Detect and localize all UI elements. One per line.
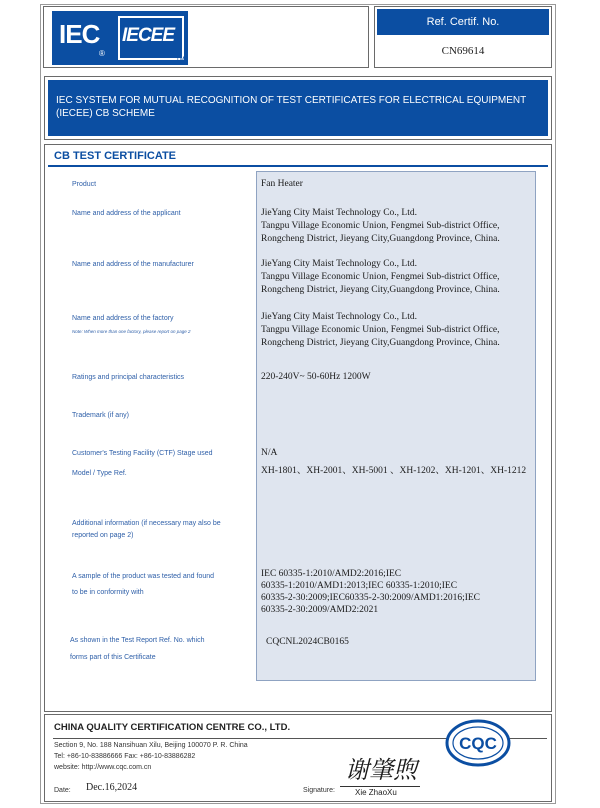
conformity-line-1: IEC 60335-1:2010/AMD2:2016;IEC <box>261 569 402 579</box>
header-logo-box <box>43 6 369 68</box>
title-underline <box>48 165 548 167</box>
conformity-line-3: 60335-2-30:2009;IEC60335-2-30:2009/AMD1:2016;IEC <box>261 593 481 603</box>
conformity-line-2: 60335-1:2010/AMD1:2013;IEC 60335-1:2010;IEC <box>261 581 458 591</box>
system-banner <box>44 76 552 140</box>
org-tel-fax: Tel: +86-10-83886666 Fax: +86-10-83886282 <box>54 753 196 760</box>
ratings-label: Ratings and principal characteristics <box>72 374 185 381</box>
conformity-label-1: A sample of the product was tested and found <box>72 573 215 580</box>
signature-glyphs: 谢肇煦 <box>345 756 417 784</box>
conformity-line-4: 60335-2-30:2009/AMD2:2021 <box>261 605 379 615</box>
factory-line-1: JieYang City Maist Technology Co., Ltd. <box>261 312 418 322</box>
factory-line-2: Tangpu Village Economic Union, Fengmei Sub-district Office, <box>261 325 500 335</box>
report-value: CQCNL2024CB0165 <box>266 637 349 647</box>
ctf-value: N/A <box>261 448 278 458</box>
report-label-1: As shown in the Test Report Ref. No. which <box>70 637 205 644</box>
date-value: Dec.16,2024 <box>86 782 138 793</box>
date-label: Date: <box>54 787 71 794</box>
manufacturer-line-2: Tangpu Village Economic Union, Fengmei Sub-district Office, <box>261 272 500 282</box>
applicant-line-1: JieYang City Maist Technology Co., Ltd. <box>261 208 418 218</box>
ref-certif-number: CN69614 <box>441 45 485 57</box>
model-value: XH-1801、XH-2001、XH-5001 、XH-1202、XH-1201、XH-1212 <box>261 466 527 476</box>
report-label-2: forms part of this Certificate <box>70 654 156 661</box>
ref-certificate-box <box>374 6 552 68</box>
signer-name: Xie ZhaoXu <box>355 788 397 797</box>
product-label: Product <box>72 181 97 188</box>
additional-info-label-1: Additional information (if necessary may also be <box>72 520 221 527</box>
ref-certif-title: Ref. Certif. No. <box>377 9 549 35</box>
product-value: Fan Heater <box>261 179 303 189</box>
applicant-line-3: Rongcheng District, Jieyang City,Guangdong Province, China. <box>261 234 500 244</box>
signature-image <box>343 748 425 788</box>
signature-label: Signature: <box>303 787 335 794</box>
applicant-label: Name and address of the applicant <box>72 210 181 217</box>
logo-iecee-text: IECEE <box>122 25 175 46</box>
signature-line <box>340 786 420 787</box>
additional-info-label-2: reported on page 2) <box>72 532 134 539</box>
iecee-logo <box>52 11 188 65</box>
factory-note: Note: When more than one factory, please report on page 2 <box>72 329 191 334</box>
manufacturer-line-3: Rongcheng District, Jieyang City,Guangdong Province, China. <box>261 285 500 295</box>
applicant-line-2: Tangpu Village Economic Union, Fengmei Sub-district Office, <box>261 221 500 231</box>
logo-registered-mark: ® <box>99 49 105 58</box>
cqc-logo <box>445 718 511 768</box>
factory-line-3: Rongcheng District, Jieyang City,Guangdong Province, China. <box>261 338 500 348</box>
system-title: IEC SYSTEM FOR MUTUAL RECOGNITION OF TEST CERTIFICATES FOR ELECTRICAL EQUIPMENT (IECEE) CB SCHEME <box>48 80 548 136</box>
logo-trademark: TM <box>176 57 185 63</box>
logo-iec-text: IEC <box>59 19 100 49</box>
ratings-value: 220-240V~ 50-60Hz 1200W <box>261 372 371 382</box>
factory-label: Name and address of the factory <box>72 315 174 322</box>
ctf-label: Customer's Testing Facility (CTF) Stage used <box>72 450 213 457</box>
manufacturer-line-1: JieYang City Maist Technology Co., Ltd. <box>261 259 418 269</box>
cqc-logo-text: CQC <box>459 734 497 753</box>
manufacturer-label: Name and address of the manufacturer <box>72 261 194 268</box>
org-name: CHINA QUALITY CERTIFICATION CENTRE CO., LTD. <box>54 722 291 733</box>
conformity-label-2: to be in conformity with <box>72 589 144 596</box>
org-website: website: http://www.cqc.com.cn <box>54 764 152 771</box>
model-label: Model / Type Ref. <box>72 470 127 477</box>
org-address: Section 9, No. 188 Nansihuan Xilu, Beijing 100070 P. R. China <box>54 742 248 749</box>
cb-certificate-title: CB TEST CERTIFICATE <box>54 150 177 162</box>
trademark-label: Trademark (if any) <box>72 412 129 419</box>
